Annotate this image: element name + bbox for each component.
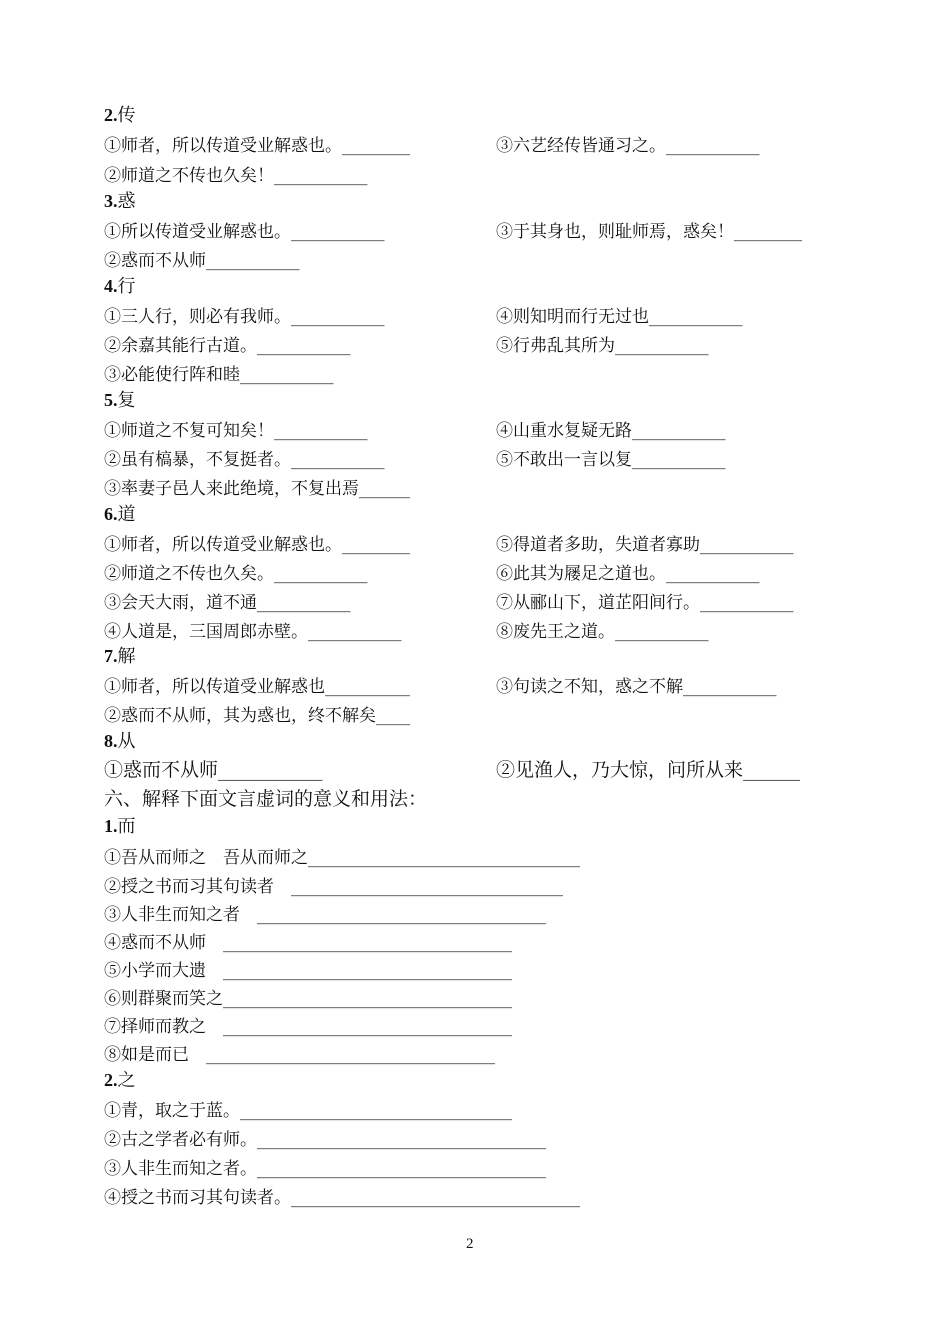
section-heading-zhi: 2.之	[104, 1070, 136, 1091]
exercise-item: ②余嘉其能行古道。___________	[104, 336, 351, 356]
exercise-item: ②授之书而习其句读者 ________________________________	[104, 877, 563, 897]
section-heading-2: 2.传	[104, 105, 136, 126]
exercise-item: ③六艺经传皆通习之。___________	[496, 136, 760, 156]
section-heading-8: 8.从	[104, 731, 136, 752]
exercise-item: ②师道之不传也久矣！___________	[104, 166, 368, 186]
exercise-item: ⑤不敢出一言以复___________	[496, 450, 726, 470]
exercise-item: ②惑而不从师___________	[104, 251, 300, 271]
exercise-item: ⑥则群聚而笑之__________________________________	[104, 989, 512, 1009]
section-heading-3: 3.惑	[104, 191, 136, 212]
exercise-item: ②古之学者必有师。__________________________________	[104, 1130, 546, 1150]
exercise-item: ③句读之不知，惑之不解___________	[496, 677, 777, 697]
exercise-item: ①所以传道受业解惑也。___________	[104, 222, 385, 242]
exercise-item: ①惑而不从师___________	[104, 759, 323, 781]
exercise-item: ③会天大雨，道不通___________	[104, 593, 351, 613]
exercise-item: ①师者，所以传道受业解惑也。________	[104, 136, 410, 156]
exercise-item: ③必能使行阵和睦___________	[104, 365, 334, 385]
exercise-item: ④授之书而习其句读者。__________________________________	[104, 1188, 580, 1208]
section-heading-er: 1.而	[104, 816, 136, 837]
exercise-item: ②见渔人，乃大惊，问所从来______	[496, 759, 801, 781]
exercise-item: ②惑而不从师，其为惑也，终不解矣____	[104, 706, 410, 726]
exercise-item: ①吾从而师之 吾从而师之________________________________	[104, 848, 580, 868]
exercise-item: ⑤小学而大遗 __________________________________	[104, 961, 512, 981]
exercise-item: ⑥此其为屦足之道也。___________	[496, 564, 760, 584]
exercise-item: ②师道之不传也久矣。___________	[104, 564, 368, 584]
exercise-item: ⑧废先王之道。___________	[496, 622, 709, 642]
exercise-item: ④惑而不从师 __________________________________	[104, 933, 512, 953]
exercise-item: ③人非生而知之者 __________________________________	[104, 905, 546, 925]
page-number: 2	[466, 1236, 474, 1252]
exercise-item: ⑤行弗乱其所为___________	[496, 336, 709, 356]
exercise-item: ⑧如是而已 __________________________________	[104, 1045, 495, 1065]
part-six-title: 六、解释下面文言虚词的意义和用法：	[104, 788, 428, 810]
section-heading-5: 5.复	[104, 390, 136, 411]
exercise-item: ①青，取之于蓝。________________________________	[104, 1101, 512, 1121]
exercise-item: ④则知明而行无过也___________	[496, 307, 743, 327]
section-heading-7: 7.解	[104, 646, 136, 667]
exercise-item: ④山重水复疑无路___________	[496, 421, 726, 441]
exercise-item: ①师者，所以传道受业解惑也__________	[104, 677, 410, 697]
exercise-item: ⑦择师而教之 __________________________________	[104, 1017, 512, 1037]
exercise-item: ①三人行，则必有我师。___________	[104, 307, 385, 327]
exercise-item: ③人非生而知之者。__________________________________	[104, 1159, 546, 1179]
exercise-item: ⑤得道者多助，失道者寡助___________	[496, 535, 794, 555]
exercise-item: ①师者，所以传道受业解惑也。________	[104, 535, 410, 555]
exercise-item: ④人道是，三国周郎赤壁。___________	[104, 622, 402, 642]
exercise-item: ③于其身也，则耻师焉，惑矣！________	[496, 222, 802, 242]
exercise-item: ②虽有槁暴，不复挺者。___________	[104, 450, 385, 470]
section-heading-4: 4.行	[104, 276, 136, 297]
exercise-item: ①师道之不复可知矣！___________	[104, 421, 368, 441]
exercise-item: ⑦从郦山下，道芷阳间行。___________	[496, 593, 794, 613]
section-heading-6: 6.道	[104, 504, 136, 525]
exercise-item: ③率妻子邑人来此绝境，不复出焉______	[104, 479, 410, 499]
